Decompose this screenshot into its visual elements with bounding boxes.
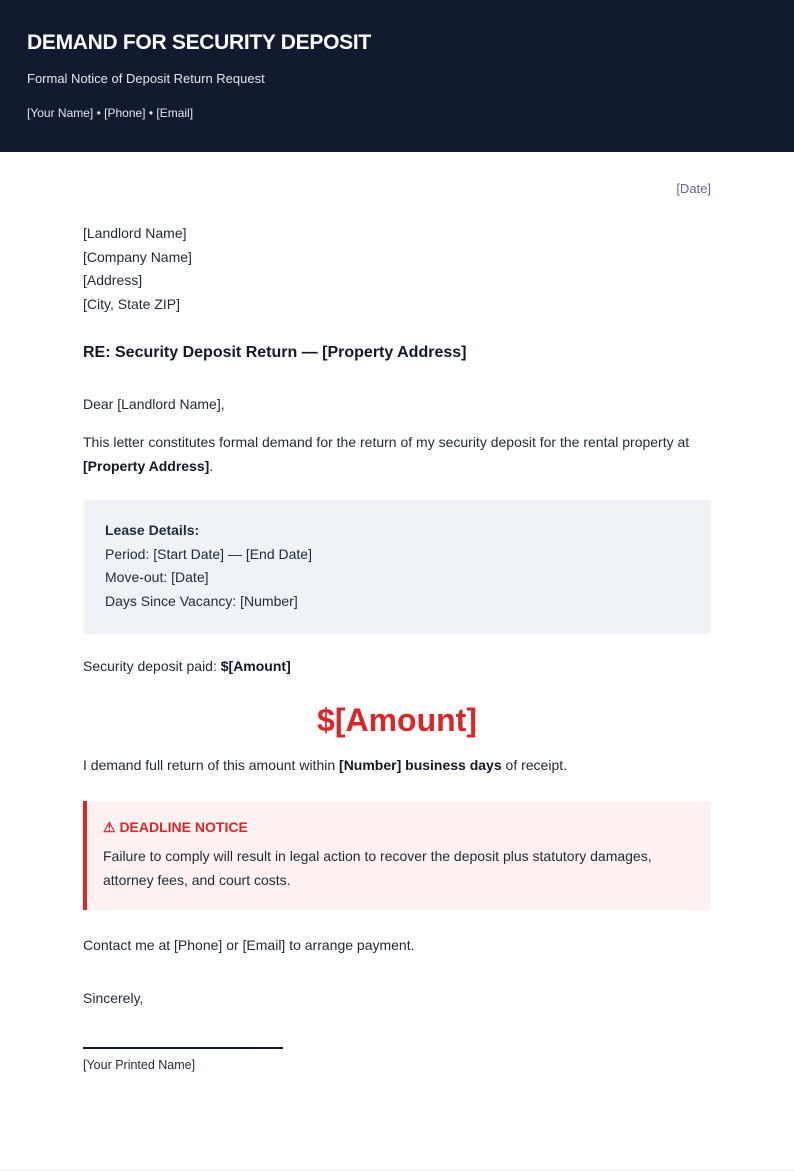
contact-paragraph: Contact me at [Phone] or [Email] to arrange payment. [83,937,415,954]
lease-period: Period: [Start Date] — [End Date] [105,545,312,562]
recipient-line: [Address] [83,272,143,289]
intro-end: . [209,458,214,475]
printed-name: [Your Printed Name] [83,1058,196,1073]
deposit-paid [83,654,711,678]
subject-line: RE: Security Deposit Return — [Property Address] [83,344,467,362]
lease-details-box [83,500,711,634]
letter-date: [Date] [676,181,711,196]
recipient-address [83,152,711,316]
demand-text: I demand full return of this amount within [83,757,340,774]
recipient-line: [City, State ZIP] [83,295,180,312]
demand-paragraph [83,753,711,777]
sender-contact: [Your Name] • [Phone] • [Email] [27,106,194,120]
salutation: Dear [Landlord Name], [83,396,225,413]
lease-moveout: Move-out: [Date] [105,569,209,586]
document-subtitle: Formal Notice of Deposit Return Request [27,71,265,86]
demand-end: of receipt. [501,757,568,774]
recipient-line: [Landlord Name] [83,225,187,241]
property-address: [Property Address] [83,458,210,475]
deadline-notice-body: Failure to comply will result in legal action to recover the deposit plus statutory damages, attorney fees, and court costs. [103,848,652,888]
closing: Sincerely, [83,990,144,1007]
intro-paragraph [83,430,711,478]
deposit-amount-display: $[Amount] [317,702,477,739]
recipient-line: [Company Name] [83,248,192,265]
signature-line [83,1047,283,1049]
deposit-paid-amount: $[Amount] [220,658,291,675]
deadline-notice-title: ⚠ DEADLINE NOTICE [103,819,248,836]
intro-text: This letter constitutes formal demand for the return of my security deposit for the rental property at [83,434,690,451]
document-title: DEMAND FOR SECURITY DEPOSIT [27,31,371,54]
deposit-paid-label: Security deposit paid: [83,658,221,675]
lease-details-title: Lease Details: [105,522,200,539]
demand-days: [Number] business days [339,757,502,774]
letter-body [0,152,794,1073]
lease-days-vacant: Days Since Vacancy: [Number] [105,592,298,609]
deadline-notice [83,801,711,910]
letter-header [0,0,794,152]
